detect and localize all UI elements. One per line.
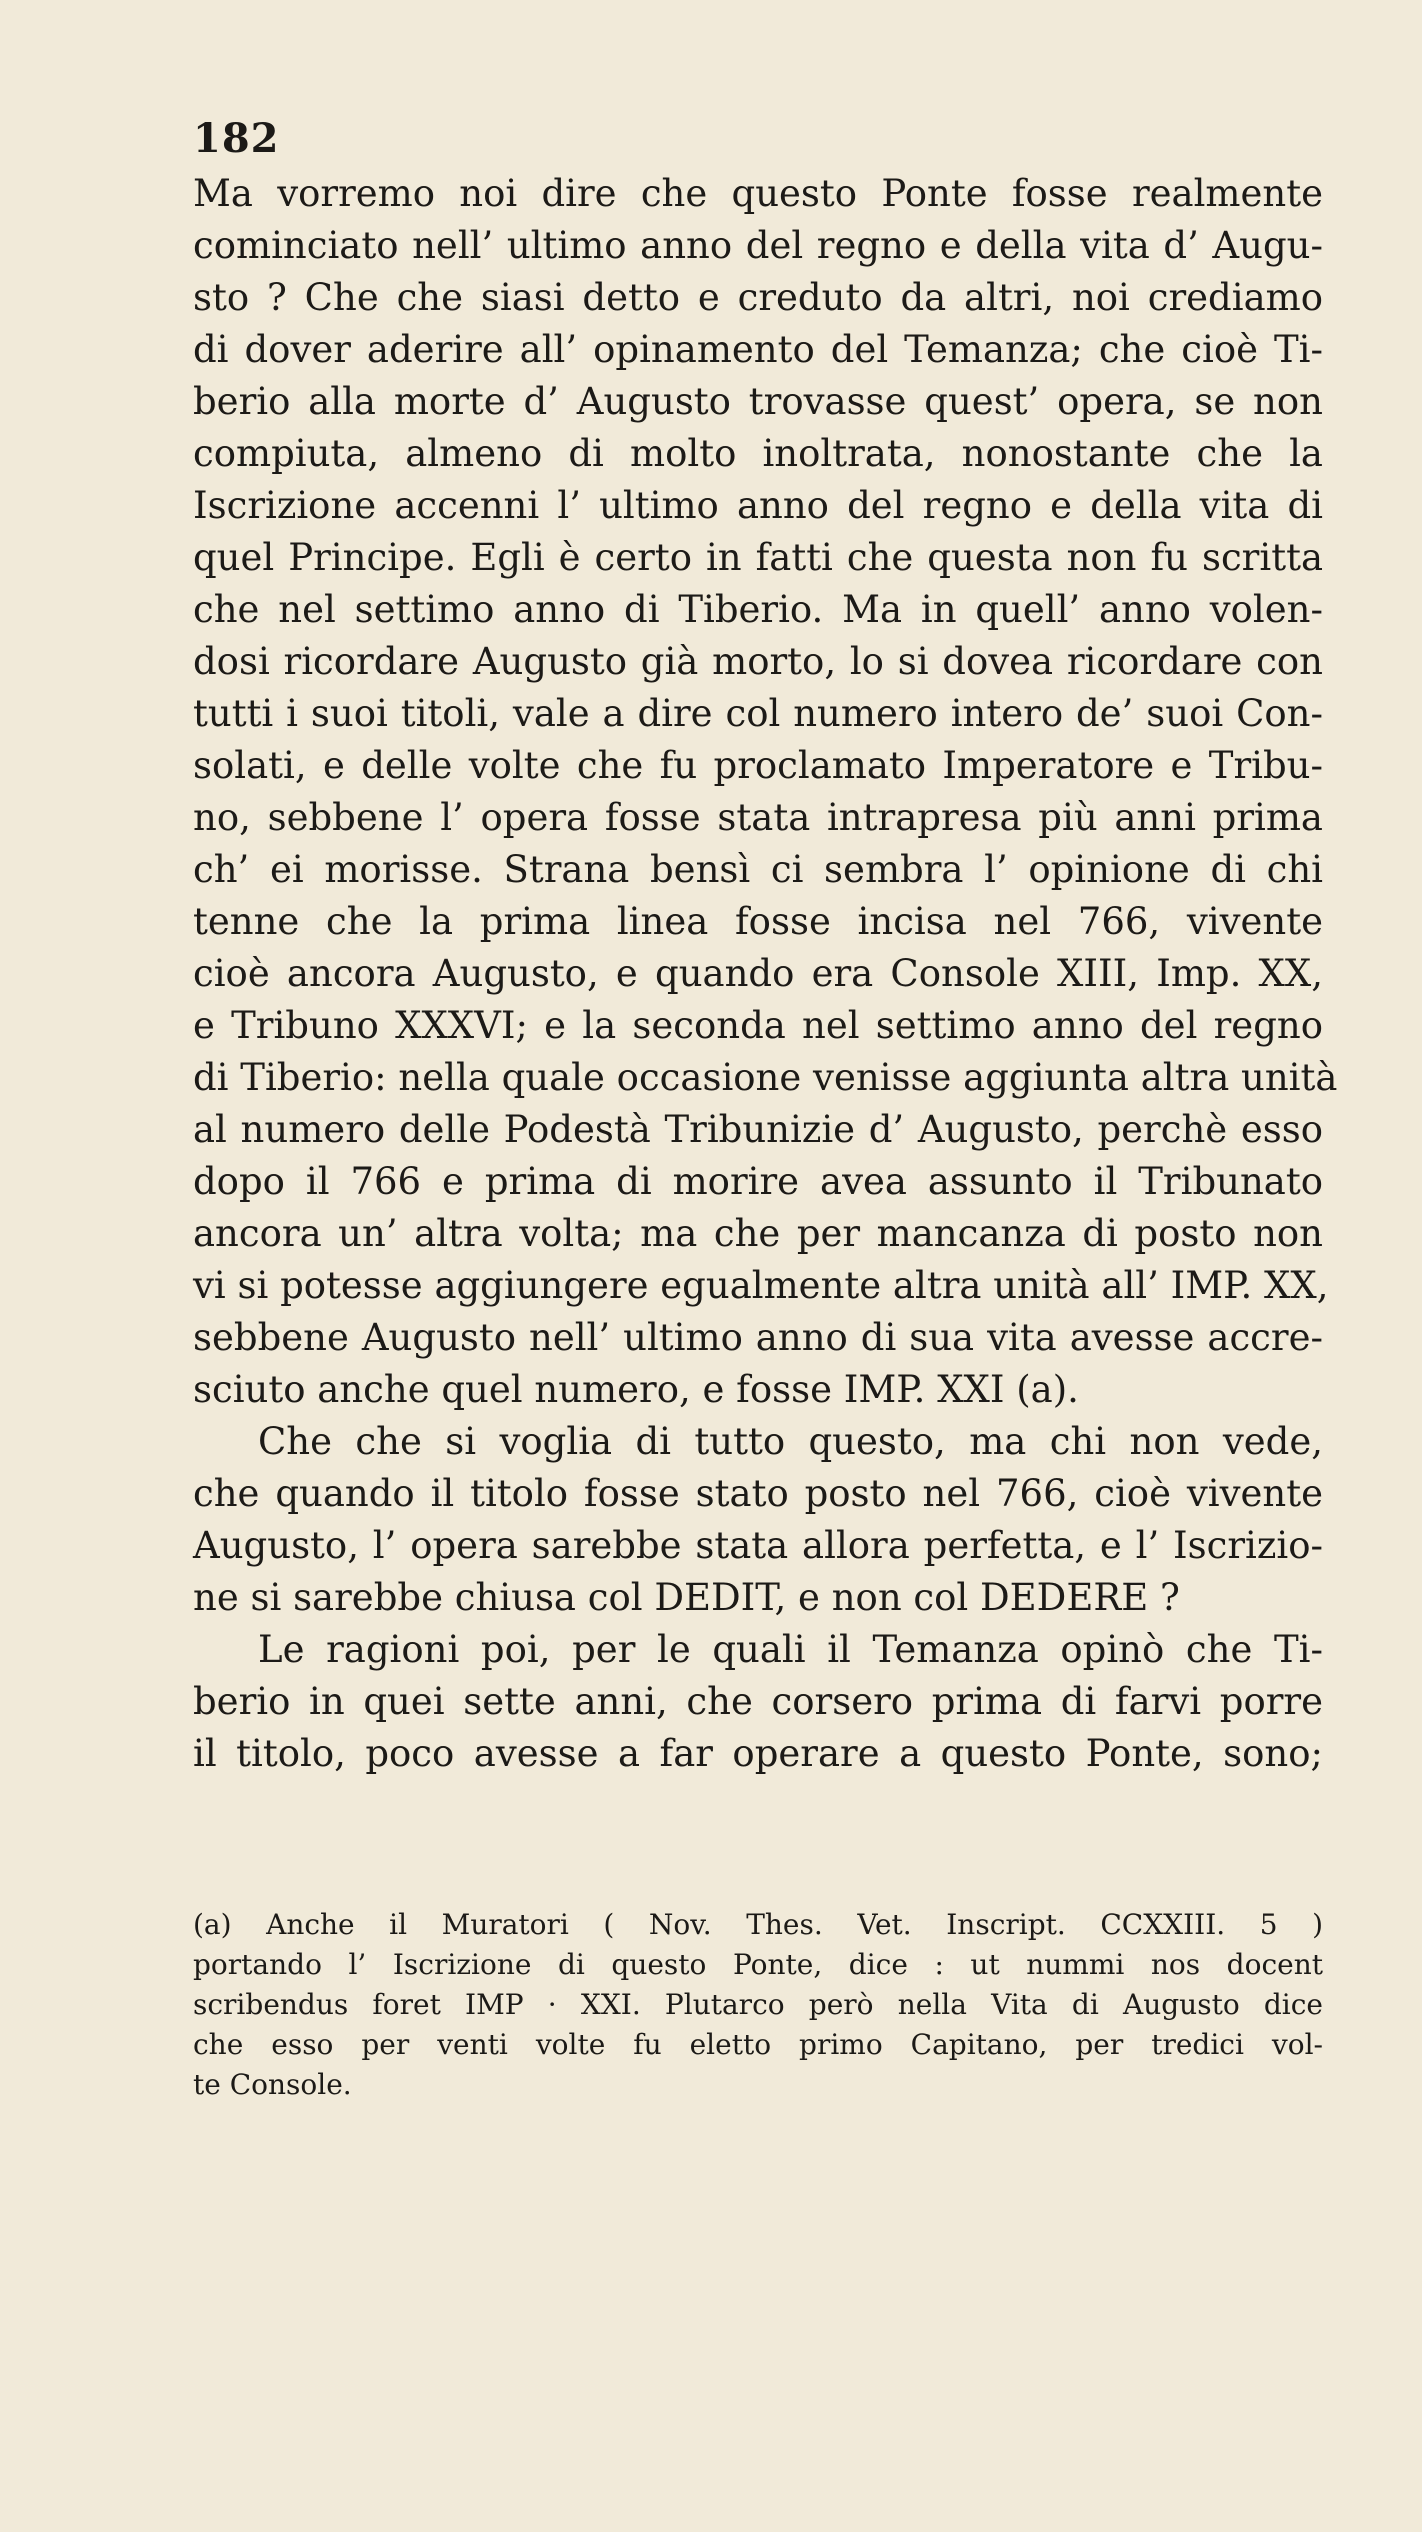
text-line: solati, e delle volte che fu proclamato Imperatore e Tribu- bbox=[193, 744, 1323, 787]
text-line: dosi ricordare Augusto già morto, lo si dovea ricordare con bbox=[193, 640, 1323, 683]
footnote-line: (a) Anche il Muratori ( Nov. Thes. Vet. Inscript. CCXXIII. 5 ) bbox=[193, 1908, 1323, 1941]
text-line: che nel settimo anno di Tiberio. Ma in quell’ anno volen- bbox=[193, 588, 1323, 631]
text-line: berio alla morte d’ Augusto trovasse quest’ opera, se non bbox=[193, 380, 1323, 423]
text-line: dopo il 766 e prima di morire avea assunto il Tribunato bbox=[193, 1160, 1323, 1203]
text-line: Iscrizione accenni l’ ultimo anno del regno e della vita di bbox=[193, 484, 1323, 527]
text-line: Ma vorremo noi dire che questo Ponte fosse realmente bbox=[193, 172, 1323, 215]
text-line: quel Principe. Egli è certo in fatti che questa non fu scritta bbox=[193, 536, 1323, 579]
text-line: ne si sarebbe chiusa col DEDIT, e non col DEDERE ? bbox=[193, 1576, 1180, 1619]
text-line: sebbene Augusto nell’ ultimo anno di sua vita avesse accre- bbox=[193, 1316, 1323, 1359]
page-number: 182 bbox=[193, 115, 280, 162]
text-line: cominciato nell’ ultimo anno del regno e della vita d’ Augu- bbox=[193, 224, 1323, 267]
text-line: no, sebbene l’ opera fosse stata intrapresa più anni prima bbox=[193, 796, 1323, 839]
text-line: di dover aderire all’ opinamento del Temanza; che cioè Ti- bbox=[193, 328, 1323, 371]
text-line: berio in quei sette anni, che corsero prima di farvi porre bbox=[193, 1680, 1323, 1723]
footnote-line: portando l’ Iscrizione di questo Ponte, dice : ut nummi nos docent bbox=[193, 1948, 1323, 1981]
footnote bbox=[193, 1905, 1323, 2105]
text-line: Le ragioni poi, per le quali il Temanza opinò che Ti- bbox=[258, 1628, 1323, 1671]
text-line: compiuta, almeno di molto inoltrata, nonostante che la bbox=[193, 432, 1323, 475]
text-line: sciuto anche quel numero, e fosse IMP. XXI (a). bbox=[193, 1368, 1079, 1411]
text-line: al numero delle Podestà Tribunizie d’ Augusto, perchè esso bbox=[193, 1108, 1323, 1151]
text-line: tutti i suoi titoli, vale a dire col numero intero de’ suoi Con- bbox=[193, 692, 1323, 735]
text-line: tenne che la prima linea fosse incisa nel 766, vivente bbox=[193, 900, 1323, 943]
text-line: e Tribuno XXXVI; e la seconda nel settimo anno del regno bbox=[193, 1004, 1323, 1047]
text-line: sto ? Che che siasi detto e creduto da altri, noi crediamo bbox=[193, 276, 1323, 319]
footnote-line: scribendus foret IMP · XXI. Plutarco però nella Vita di Augusto dice bbox=[193, 1988, 1323, 2021]
body-text bbox=[193, 168, 1338, 1780]
text-line: il titolo, poco avesse a far operare a questo Ponte, sono; bbox=[193, 1732, 1323, 1775]
text-line: Che che si voglia di tutto questo, ma chi non vede, bbox=[258, 1420, 1323, 1463]
text-line: cioè ancora Augusto, e quando era Console XIII, Imp. XX, bbox=[193, 952, 1323, 995]
text-line: vi si potesse aggiungere egualmente altra unità all’ IMP. XX, bbox=[193, 1264, 1329, 1307]
footnote-line: che esso per venti volte fu eletto primo Capitano, per tredici vol- bbox=[193, 2028, 1323, 2061]
text-line: di Tiberio: nella quale occasione venisse aggiunta altra unità bbox=[193, 1056, 1338, 1099]
footnote-line: te Console. bbox=[193, 2068, 352, 2101]
text-line: ancora un’ altra volta; ma che per mancanza di posto non bbox=[193, 1212, 1323, 1255]
text-line: che quando il titolo fosse stato posto nel 766, cioè vivente bbox=[193, 1472, 1323, 1515]
text-line: ch’ ei morisse. Strana bensì ci sembra l’ opinione di chi bbox=[193, 848, 1323, 891]
text-line: Augusto, l’ opera sarebbe stata allora perfetta, e l’ Iscrizio- bbox=[193, 1524, 1323, 1567]
